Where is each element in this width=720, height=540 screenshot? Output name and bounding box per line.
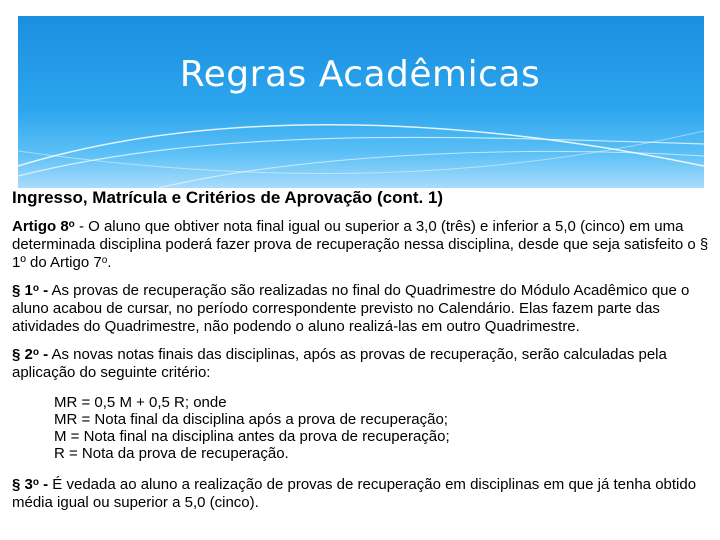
paragraph-2-label [12,346,48,363]
paragraph-1-label-dash: - [38,282,49,299]
artigo-8-text: - O aluno que obtiver nota final igual ou superior a 3,0 (três) e inferior a 5,0 (cinco) em uma determinada disciplina poderá fazer prova de recuperação nessa disciplina, desde que seja satisfeito o § 1º do Artigo 7 [12,218,709,271]
paragraph-3-label [12,476,48,493]
formula-block [54,394,712,462]
paragraph-3-label-sup: o [32,477,39,488]
formula-line: R = Nota da prova de recuperação. [54,445,289,462]
paragraph-1-label-sup: o [32,283,39,294]
artigo-8-paragraph [12,218,712,272]
formula-line: MR = 0,5 M + 0,5 R; onde [54,394,227,411]
slide-title: Regras Acadêmicas [179,54,541,95]
paragraph-3-label-dash: - [38,476,49,493]
paragraph-1 [12,282,712,336]
paragraph-2-label-sup: o [32,347,39,358]
artigo-8-label-text: Artigo 8 [12,218,69,235]
paragraph-3 [12,476,712,512]
paragraph-3-text: É vedada ao aluno a realização de provas de recuperação em disciplinas em que já tenha obtido média igual ou superior a 5,0 (cinco). [12,476,697,511]
title-banner [18,16,704,188]
artigo-8-label [12,218,75,235]
paragraph-2-text: As novas notas finais das disciplinas, após as provas de recuperação, serão calculadas pela aplicação do seguinte critério: [12,346,667,381]
slide-content [12,188,712,522]
artigo-8-label-sup: o [68,219,75,230]
paragraph-2-label-dash: - [38,346,49,363]
paragraph-2 [12,346,712,382]
paragraph-1-text: As provas de recuperação são realizadas no final do Quadrimestre do Módulo Acadêmico que o aluno acabou de cursar, no período correspondente previsto no Calendário. Elas fazem parte das atividades do Quadrimestre, não podendo o aluno realizá-las em outro Quadrimestre. [12,282,690,335]
paragraph-1-label-text: § 1 [12,282,33,299]
paragraph-3-label-text: § 3 [12,476,33,493]
artigo-8-end: . [107,254,112,271]
paragraph-2-label-text: § 2 [12,346,33,363]
section-heading: Ingresso, Matrícula e Critérios de Aprovação (cont. 1) [12,188,444,207]
decorative-swoosh [18,16,704,188]
formula-line: MR = Nota final da disciplina após a prova de recuperação; [54,411,448,428]
formula-line: M = Nota final na disciplina antes da prova de recuperação; [54,428,450,445]
artigo-8-end-sup: o [101,255,108,266]
paragraph-1-label [12,282,48,299]
